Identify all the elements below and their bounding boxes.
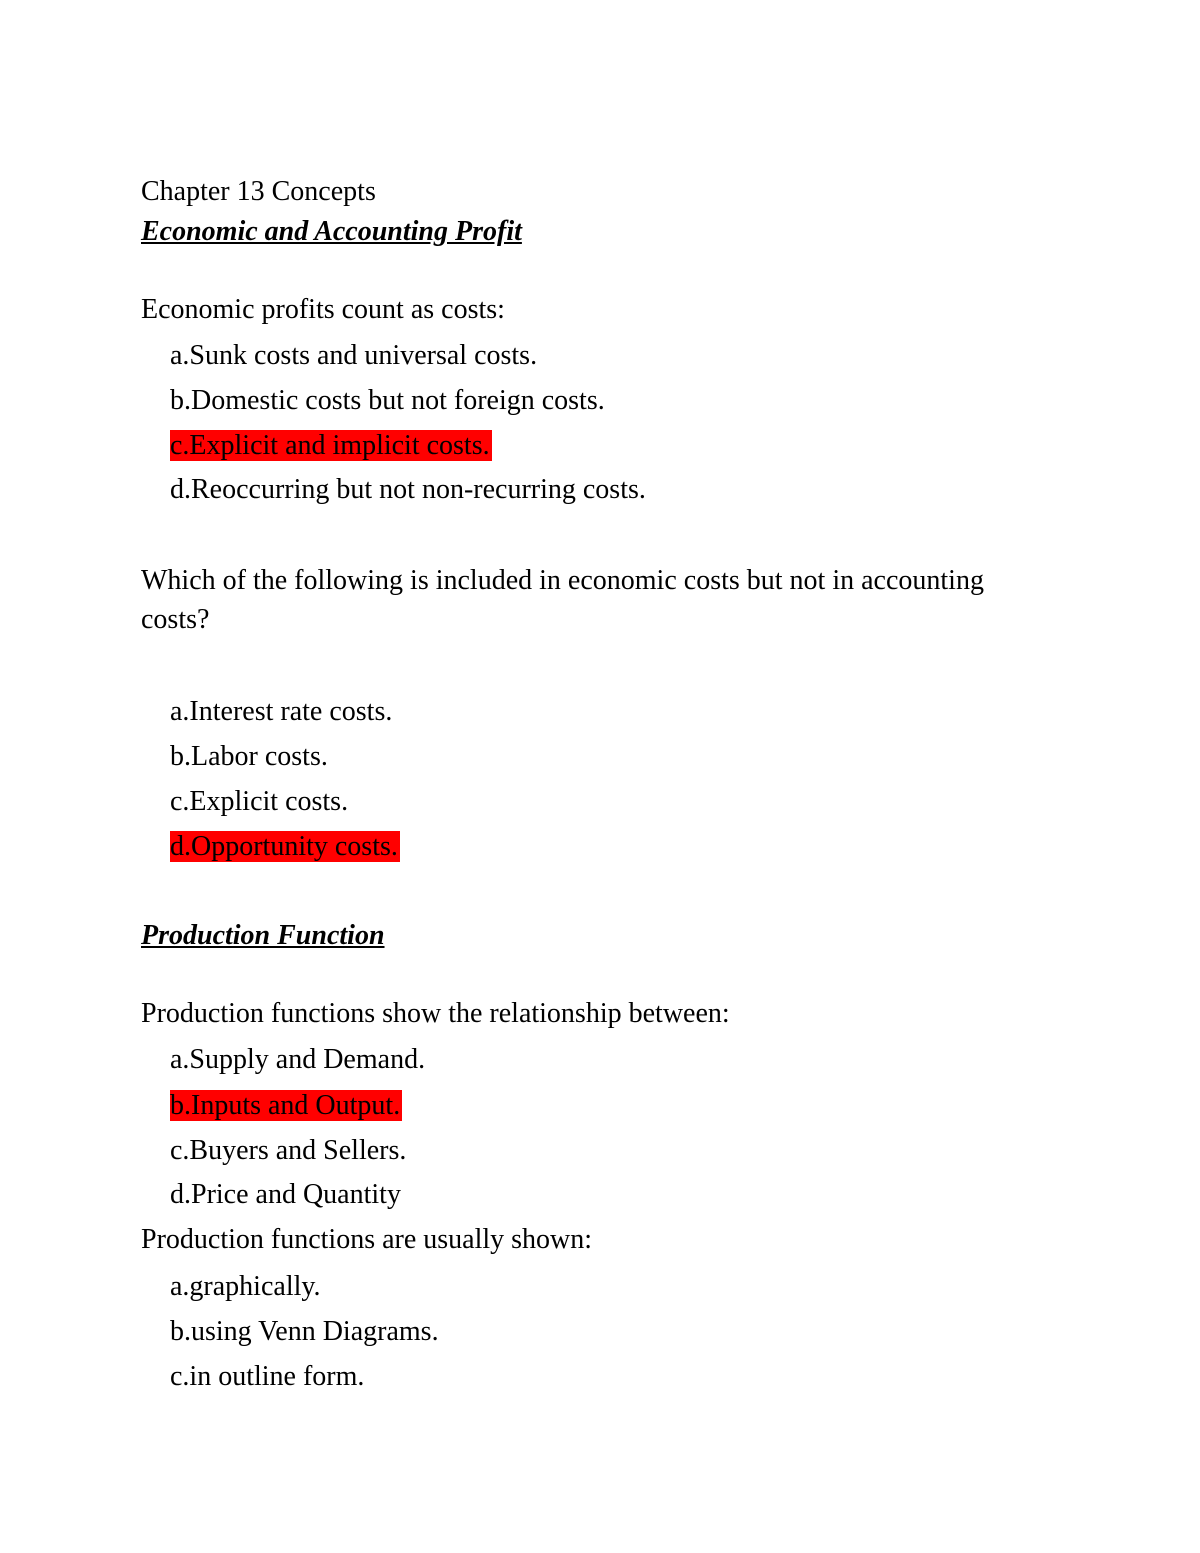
question-prompt: Which of the following is included in economic costs but not in accounting costs? [141,565,984,635]
highlighted-answer-option [170,1090,402,1122]
answer-option: c.Explicit costs. [170,786,349,817]
answer-highlight: c.Explicit and implicit costs. [170,430,490,461]
answer-option: b.using Venn Diagrams. [170,1316,439,1347]
answer-highlight: b.Inputs and Output. [170,1090,401,1121]
question-prompt: Production functions show the relationship between: [141,998,730,1029]
answer-option: b.Labor costs. [170,741,328,772]
answer-option: a.Sunk costs and universal costs. [170,340,538,371]
answer-option: a.Interest rate costs. [170,696,393,727]
answer-option: a.Supply and Demand. [170,1044,426,1075]
answer-option: c.Buyers and Sellers. [170,1135,407,1166]
page-title: Chapter 13 Concepts [141,176,376,207]
question-prompt: Economic profits count as costs: [141,294,505,325]
section-heading: Production Function [141,920,385,951]
answer-option: b.Domestic costs but not foreign costs. [170,385,605,416]
answer-option: d.Price and Quantity [170,1179,401,1210]
section-heading: Economic and Accounting Profit [141,216,522,247]
answer-highlight: d.Opportunity costs. [170,831,398,862]
highlighted-answer-option [170,430,492,462]
highlighted-answer-option [170,831,400,863]
answer-option: d.Reoccurring but not non-recurring costs. [170,474,646,505]
answer-option: a.graphically. [170,1271,321,1302]
question-prompt: Production functions are usually shown: [141,1224,593,1255]
answer-option: c.in outline form. [170,1361,365,1392]
